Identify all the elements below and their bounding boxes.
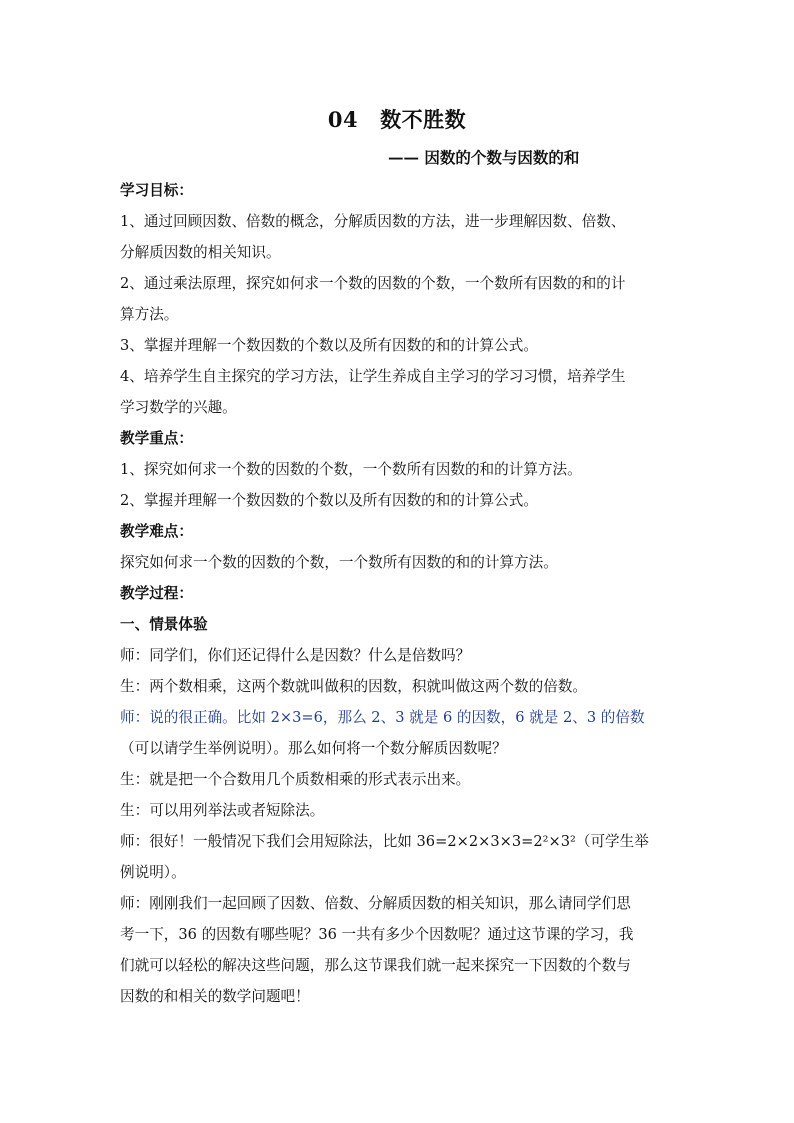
dialogue-line: 因数的和相关的数学问题吧！ xyxy=(120,988,310,1005)
document-body xyxy=(120,175,676,1012)
dialogue-line: 例说明）。 xyxy=(120,864,186,881)
paragraph-line: 2、通过乘法原理，探究如何求一个数的因数的个数，一个数所有因数的和的计 xyxy=(120,275,626,292)
paragraph-line: 学习数学的兴趣。 xyxy=(120,399,237,416)
paragraph-line: 算方法。 xyxy=(120,306,179,323)
title-text: 数不胜数 xyxy=(380,107,467,132)
heading-scenario: 一、情景体验 xyxy=(120,616,208,633)
paragraph-line: 1、通过回顾因数、倍数的概念，分解质因数的方法，进一步理解因数、倍数、 xyxy=(120,213,626,230)
paragraph-line: 4、培养学生自主探究的学习方法，让学生养成自主学习的学习习惯，培养学生 xyxy=(120,368,626,385)
dialogue-line: （可以请学生举例说明）。那么如何将一个数分解质因数呢？ xyxy=(120,740,507,757)
dialogue-line: 生：就是把一个合数用几个质数相乘的形式表示出来。 xyxy=(120,771,471,788)
heading-key-points: 教学重点： xyxy=(120,430,193,447)
dialogue-line: 考一下，36 的因数有哪些呢？36 一共有多少个因数呢？通过这节课的学习，我 xyxy=(120,926,634,943)
page-title xyxy=(0,104,794,134)
paragraph-line: 2、掌握并理解一个数因数的个数以及所有因数的和的计算公式。 xyxy=(120,492,538,509)
paragraph-line: 分解质因数的相关知识。 xyxy=(120,244,281,261)
dialogue-line: 师：刚刚我们一起回顾了因数、倍数、分解质因数的相关知识，那么请同学们思 xyxy=(120,895,631,912)
dialogue-line: 们就可以轻松的解决这些问题，那么这节课我们就一起来探究一下因数的个数与 xyxy=(120,957,631,974)
dialogue-line: 师：说的很正确。比如 2×3=6，那么 2、3 就是 6 的因数，6 就是 2、3 的倍数 xyxy=(120,709,645,726)
title-number: 04 xyxy=(327,107,359,132)
paragraph-line: 探究如何求一个数的因数的个数，一个数所有因数的和的计算方法。 xyxy=(120,554,558,571)
dialogue-line: 师：很好！一般情况下我们会用短除法，比如 36=2×2×3×3=2²×3²（可学生举 xyxy=(120,833,649,850)
page-subtitle: —— 因数的个数与因数的和 xyxy=(388,148,580,167)
paragraph-line: 1、探究如何求一个数的因数的个数，一个数所有因数的和的计算方法。 xyxy=(120,461,582,478)
dialogue-line: 生：两个数相乘，这两个数就叫做积的因数，积就叫做这两个数的倍数。 xyxy=(120,678,588,695)
heading-teaching-process: 教学过程： xyxy=(120,585,193,602)
dialogue-line: 师：同学们，你们还记得什么是因数？什么是倍数吗？ xyxy=(120,647,471,664)
dialogue-line: 生：可以用列举法或者短除法。 xyxy=(120,802,325,819)
heading-difficulties: 教学难点： xyxy=(120,523,193,540)
heading-learning-goals: 学习目标： xyxy=(120,182,193,199)
paragraph-line: 3、掌握并理解一个数因数的个数以及所有因数的和的计算公式。 xyxy=(120,337,538,354)
